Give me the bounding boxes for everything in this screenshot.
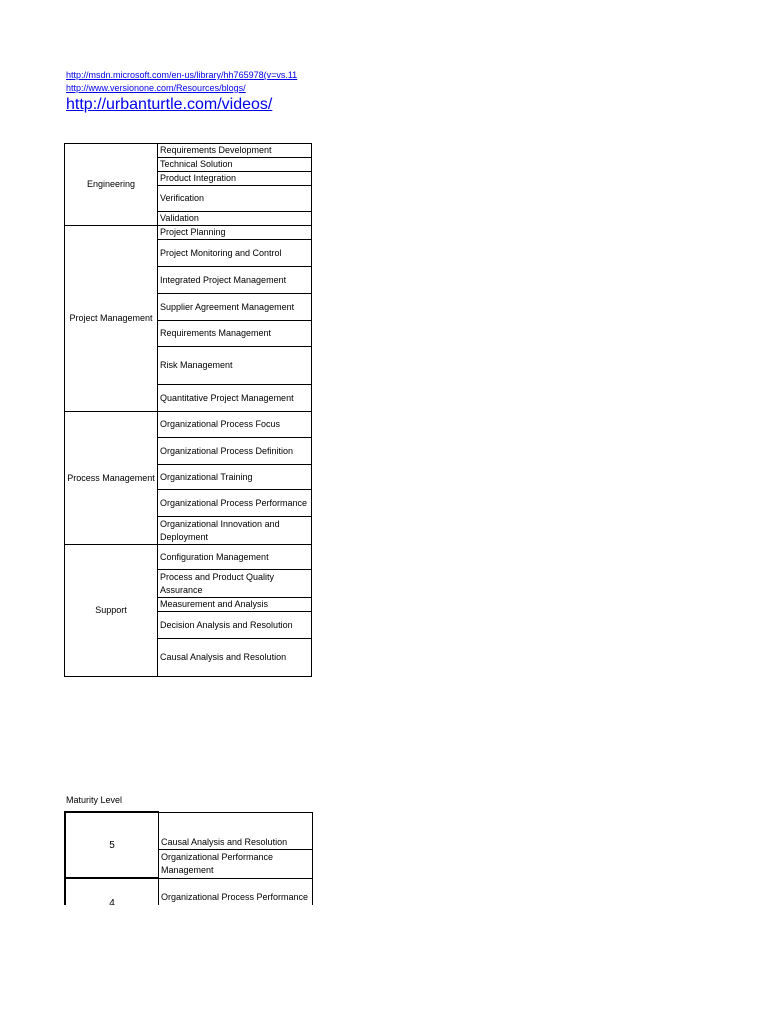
- table-row: [65, 812, 313, 849]
- process-area-cell: Configuration Management: [158, 545, 312, 570]
- process-area-cell: Organizational Performance Management: [159, 849, 313, 878]
- category-cell: Process Management: [65, 412, 158, 545]
- process-area-cell: Organizational Process Performance: [159, 878, 313, 905]
- process-areas-table: [64, 143, 312, 677]
- process-area-cell: Verification: [158, 186, 312, 212]
- process-area-cell: Process and Product Quality Assurance: [158, 570, 312, 598]
- table-row: [65, 878, 313, 905]
- table-row: [65, 545, 312, 570]
- process-area-cell: Measurement and Analysis: [158, 598, 312, 612]
- process-area-cell: Project Planning: [158, 226, 312, 240]
- process-area-cell: Organizational Innovation and Deployment: [158, 517, 312, 545]
- maturity-level-cell: 4: [65, 878, 159, 905]
- process-area-cell: Technical Solution: [158, 158, 312, 172]
- versionone-link[interactable]: http://www.versionone.com/Resources/blogs/: [66, 83, 246, 93]
- process-area-cell: Risk Management: [158, 347, 312, 385]
- process-area-cell: Integrated Project Management: [158, 267, 312, 294]
- process-area-cell: Validation: [158, 212, 312, 226]
- msdn-link[interactable]: http://msdn.microsoft.com/en-us/library/hh765978(v=vs.11: [66, 70, 298, 80]
- process-area-cell: Organizational Process Definition: [158, 438, 312, 465]
- process-area-cell: Supplier Agreement Management: [158, 294, 312, 321]
- process-area-cell: Requirements Management: [158, 321, 312, 347]
- process-area-cell: Causal Analysis and Resolution: [158, 639, 312, 677]
- process-area-cell: Organizational Process Focus: [158, 412, 312, 438]
- process-area-cell: Requirements Development: [158, 144, 312, 158]
- maturity-table: [64, 811, 313, 905]
- table-row: [65, 226, 312, 240]
- maturity-level-cell: 5: [65, 812, 159, 878]
- process-area-cell: Decision Analysis and Resolution: [158, 612, 312, 639]
- maturity-level-label: Maturity Level: [66, 795, 123, 805]
- process-area-cell: Project Monitoring and Control: [158, 240, 312, 267]
- category-cell: Engineering: [65, 144, 158, 226]
- urbanturtle-link[interactable]: http://urbanturtle.com/videos/: [66, 96, 273, 113]
- category-cell: Support: [65, 545, 158, 677]
- process-area-cell: Organizational Training: [158, 465, 312, 490]
- process-area-cell: Causal Analysis and Resolution: [159, 812, 313, 849]
- table-row: [65, 144, 312, 158]
- process-area-cell: Quantitative Project Management: [158, 385, 312, 412]
- process-area-cell: Product Integration: [158, 172, 312, 186]
- process-area-cell: Organizational Process Performance: [158, 490, 312, 517]
- table-row: [65, 412, 312, 438]
- category-cell: Project Management: [65, 226, 158, 412]
